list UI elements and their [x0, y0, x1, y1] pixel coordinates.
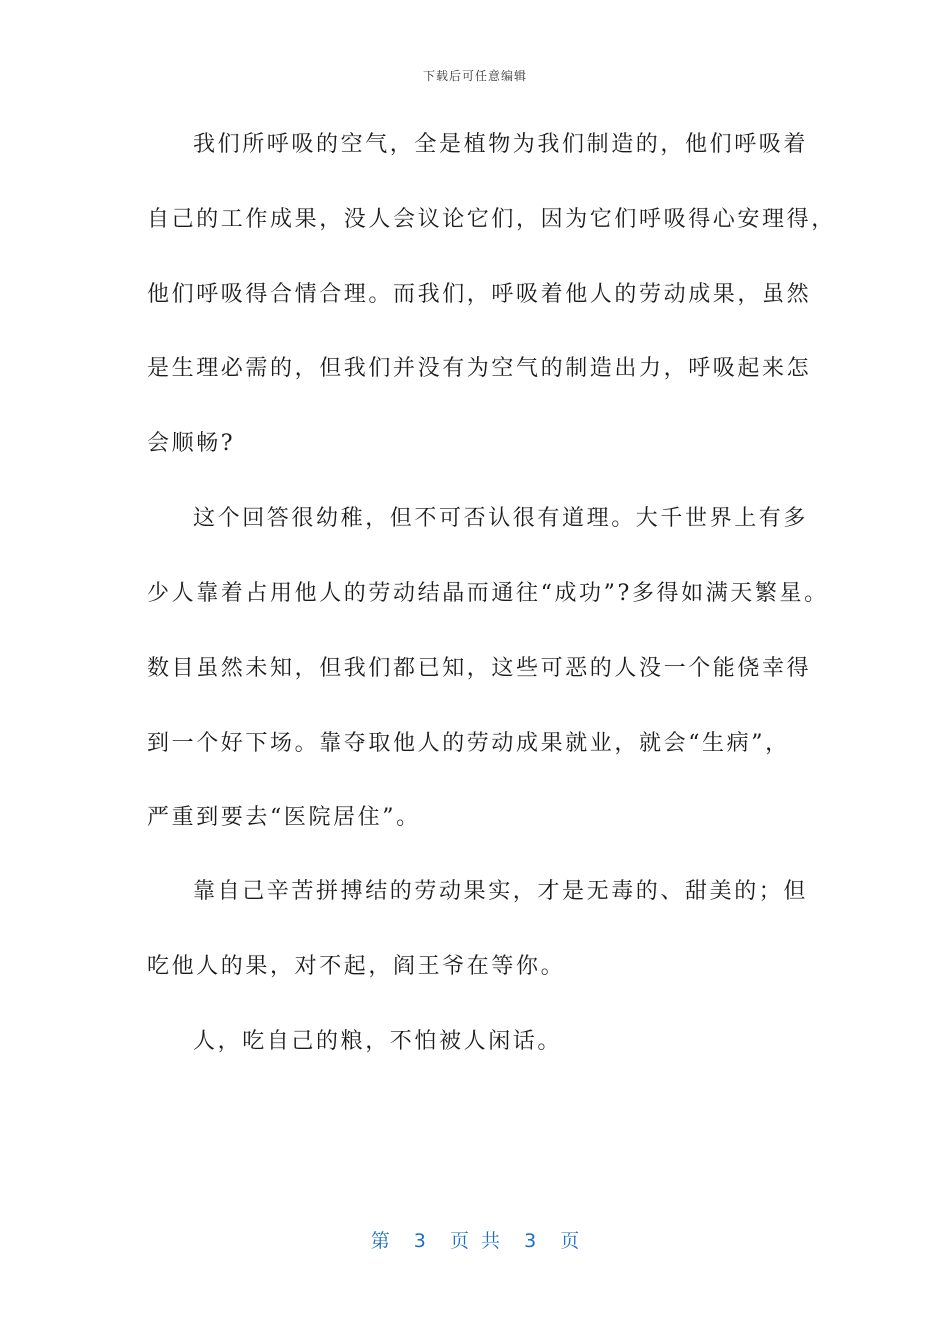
- text-line: 吃他人的果，对不起，阎王爷在等你。: [147, 954, 566, 979]
- text-line: 我们所呼吸的空气，全是植物为我们制造的，他们呼吸着: [193, 132, 809, 157]
- text-line: 到一个好下场。靠夺取他人的劳动成果就业，就会“生病”，: [147, 731, 790, 756]
- text-line: 是生理必需的，但我们并没有为空气的制造出力，呼吸起来怎: [147, 356, 812, 381]
- text-line: 严重到要去“医院居住”。: [147, 805, 421, 830]
- text-line: 数目虽然未知，但我们都已知，这些可恶的人没一个能侥幸得: [147, 656, 812, 681]
- text-line: 他们呼吸得合情合理。而我们，呼吸着他人的劳动成果，虽然: [147, 282, 812, 307]
- page-number-footer: 第 3 页 共 3 页: [370, 1230, 580, 1252]
- text-line: 少人靠着占用他人的劳动结晶而通往“成功”?多得如满天繁星。: [147, 581, 829, 606]
- text-line: 会顺畅?: [147, 431, 236, 456]
- text-line: 自己的工作成果，没人会议论它们，因为它们呼吸得心安理得，: [147, 207, 836, 232]
- text-line: 靠自己辛苦拼搏结的劳动果实，才是无毒的、甜美的；但: [193, 879, 809, 904]
- page-header: 下载后可任意编辑: [422, 69, 527, 83]
- text-line: 这个回答很幼稚，但不可否认很有道理。大千世界上有多: [193, 506, 809, 531]
- text-line: 人，吃自己的粮，不怕被人闲话。: [193, 1029, 563, 1054]
